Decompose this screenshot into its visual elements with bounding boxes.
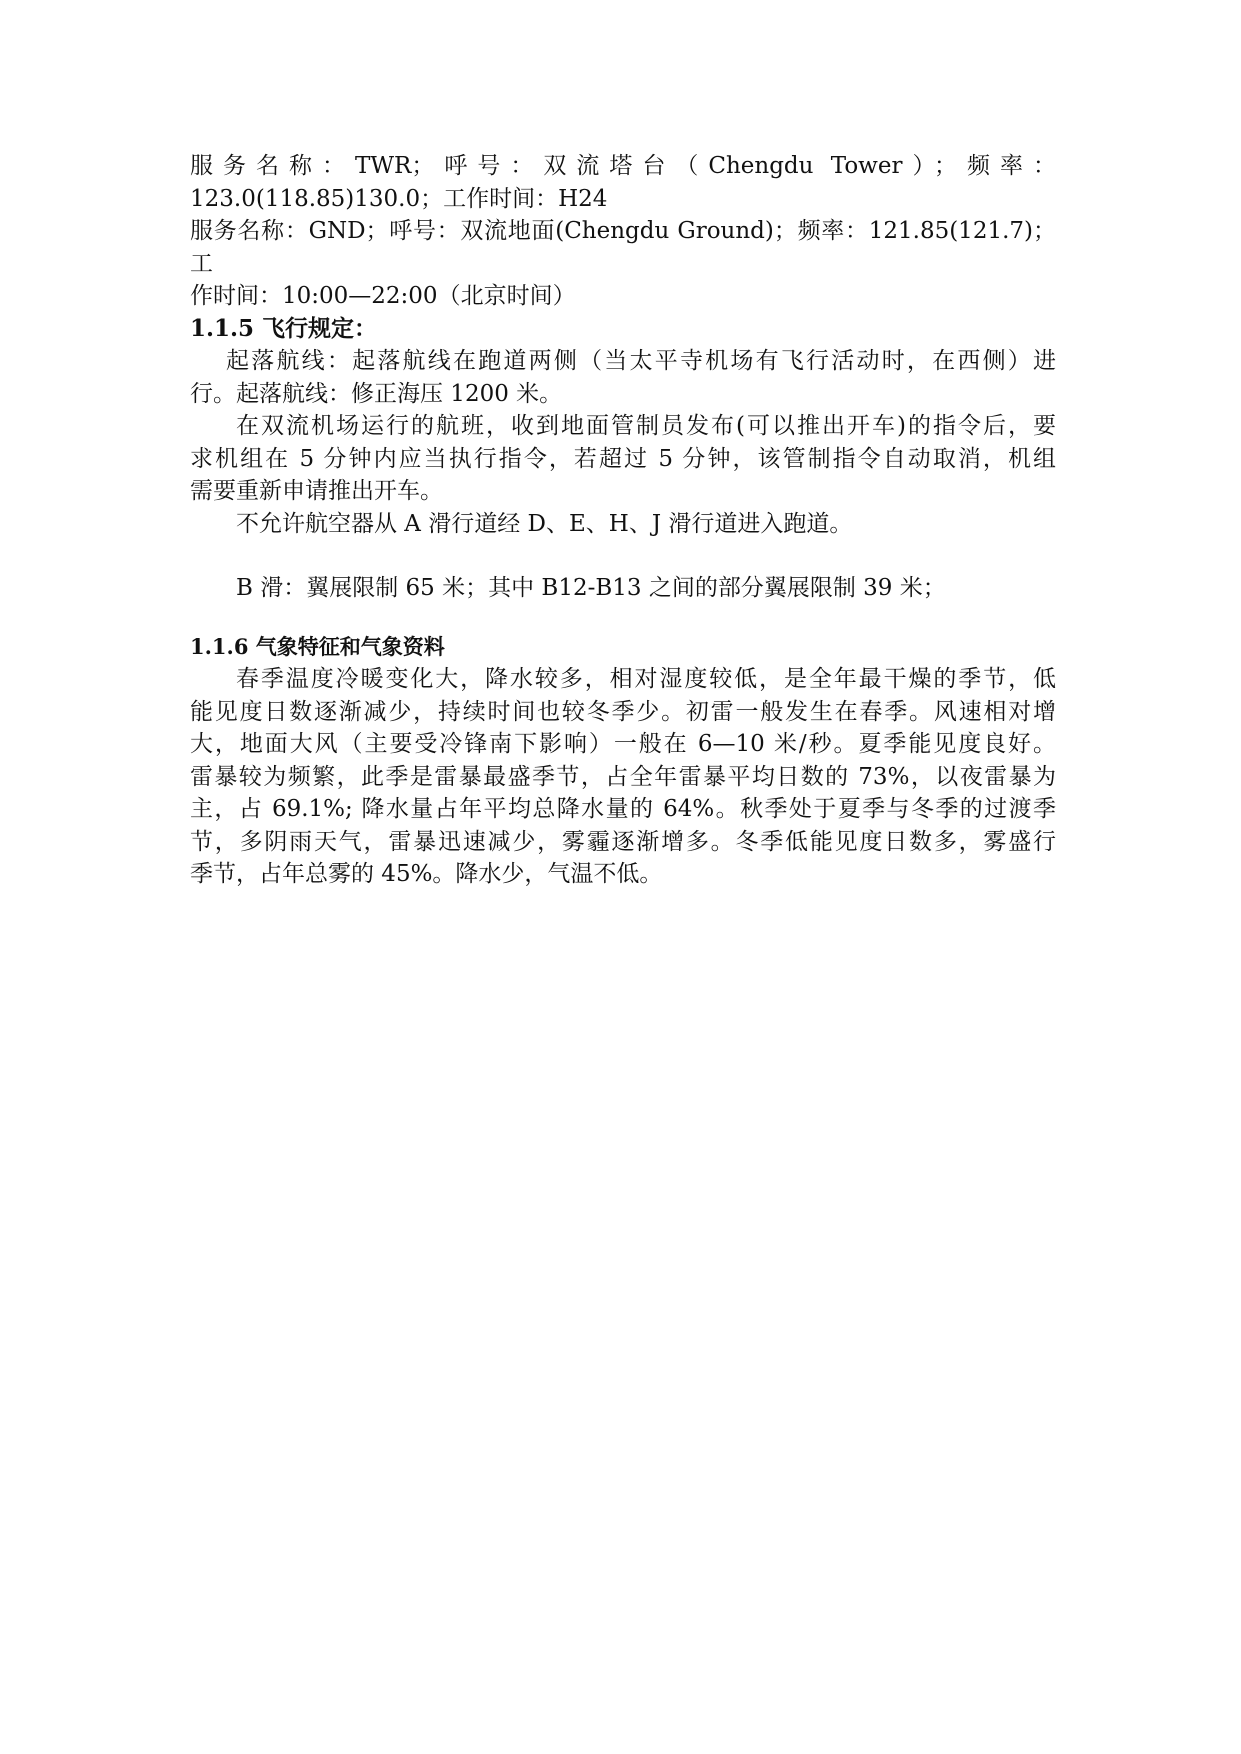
- blank-line: [190, 540, 1056, 572]
- gnd-service-line-1: 服务名称：GND；呼号：双流地面(Chengdu Ground)；频率：121.85(121.7)；工: [190, 218, 1056, 277]
- circuit-paragraph-line-2: 行。起落航线：修正海压 1200 米。: [190, 380, 563, 407]
- section-115-body: [190, 345, 1056, 605]
- service-info: [190, 150, 1056, 313]
- gnd-service-line-2: 作时间：10:00—22:00（北京时间）: [190, 283, 576, 309]
- pushback-paragraph-line-2: 求机组在 5 分钟内应当执行指令，若超过 5 分钟，该管制指令自动取消，机组: [190, 445, 1056, 472]
- weather-paragraph-line: 雷暴较为频繁，此季是雷暴最盛季节，占全年雷暴平均日数的 73%，以夜雷暴为: [190, 763, 1056, 790]
- twr-service-line-1: 服务名称：TWR；呼号：双流塔台（Chengdu Tower）；频率：: [190, 153, 1056, 179]
- weather-paragraph-line: 节，多阴雨天气，雷暴迅速减少，雾霾逐渐增多。冬季低能见度日数多，雾盛行: [190, 828, 1056, 855]
- pushback-paragraph-line-3: 需要重新申请推出开车。: [190, 478, 443, 504]
- weather-paragraph-line: 大，地面大风（主要受冷锋南下影响）一般在 6—10 米/秒。夏季能见度良好。: [190, 731, 1056, 757]
- weather-paragraph-line: 春季温度冷暖变化大，降水较多，相对湿度较低，是全年最干燥的季节，低: [236, 666, 1056, 692]
- twr-service-line-2: 123.0(118.85)130.0；工作时间：H24: [190, 185, 608, 212]
- wingspan-restriction-paragraph: B 滑：翼展限制 65 米；其中 B12-B13 之间的部分翼展限制 39 米；: [236, 575, 946, 601]
- document-page: [190, 150, 1056, 891]
- circuit-paragraph-line-1: 起落航线：起落航线在跑道两侧（当太平寺机场有飞行活动时，在西侧）进: [226, 348, 1056, 374]
- blank-line: [190, 605, 1056, 631]
- weather-paragraph-line: 主，占 69.1%; 降水量占年平均总降水量的 64%。秋季处于夏季与冬季的过渡季: [190, 796, 1056, 822]
- section-116-heading: 1.1.6 气象特征和气象资料: [190, 633, 445, 659]
- pushback-paragraph-line-1: 在双流机场运行的航班，收到地面管制员发布(可以推出开车)的指令后，要: [236, 413, 1056, 439]
- weather-paragraph-line: 季节，占年总雾的 45%。降水少，气温不低。: [190, 861, 663, 887]
- section-116-body: [190, 663, 1056, 891]
- section-115-heading: 1.1.5 飞行规定：: [190, 314, 378, 342]
- taxiway-restriction-paragraph: 不允许航空器从 A 滑行道经 D、E、H、J 滑行道进入跑道。: [236, 510, 853, 537]
- weather-paragraph-line: 能见度日数逐渐减少，持续时间也较冬季少。初雷一般发生在春季。风速相对增: [190, 698, 1056, 725]
